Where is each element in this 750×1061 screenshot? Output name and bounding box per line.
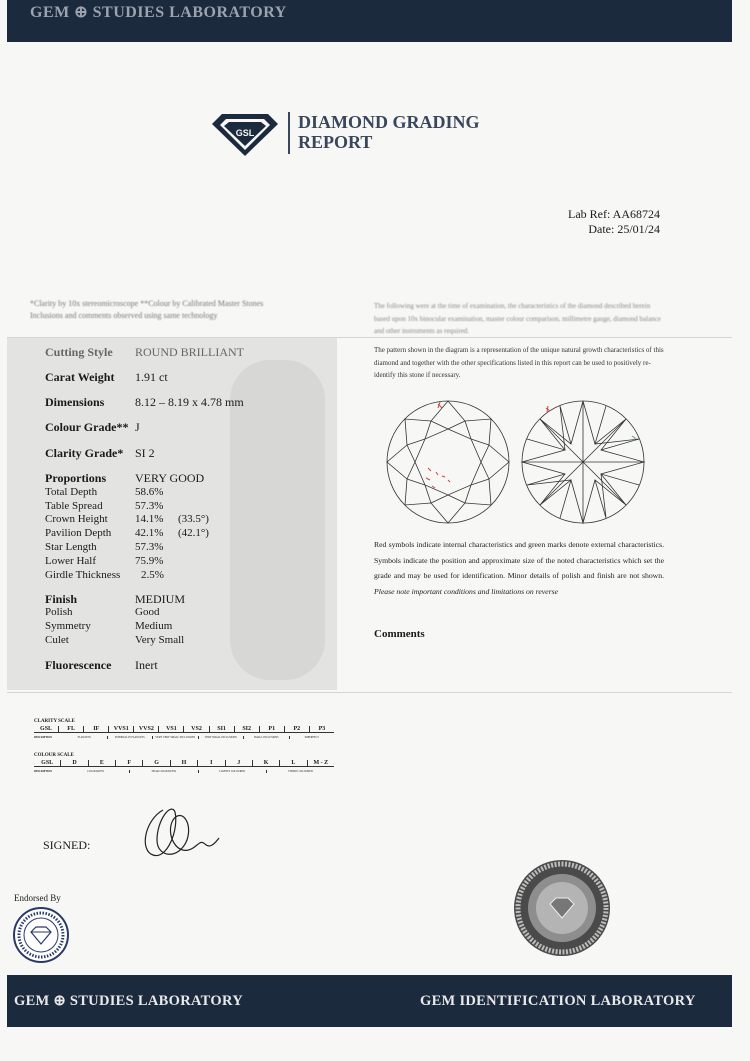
colour-grade-6: I xyxy=(197,760,224,766)
total-depth-value: 58.6% xyxy=(135,486,164,498)
footer-right-text: GEM IDENTIFICATION LABORATORY xyxy=(420,993,696,1009)
clarity-grade-11: P3 xyxy=(309,726,334,732)
carat-weight-value: 1.91 ct xyxy=(135,370,168,384)
panel-watermark xyxy=(230,360,325,680)
clarity-grade-0: GSL xyxy=(40,726,53,732)
dimensions-label: Dimensions xyxy=(45,395,105,409)
colour-grade-5: H xyxy=(170,760,197,766)
culet-label: Culet xyxy=(45,634,69,646)
symmetry-value: Medium xyxy=(135,620,173,632)
colour-desc-2: LIGHTLY COLOURED xyxy=(198,770,266,773)
colour-grade-9: L xyxy=(279,760,306,766)
report-title xyxy=(298,112,480,152)
crown-diagram xyxy=(387,401,509,523)
colour-grade-10: M - Z xyxy=(307,760,334,766)
cutting-style-label: Cutting Style xyxy=(45,345,113,359)
clarity-grade-4: VVS2 xyxy=(133,726,158,732)
pavilion-diagram xyxy=(522,401,644,523)
pavilion-depth-value: 42.1% xyxy=(135,527,164,539)
polish-label: Polish xyxy=(45,606,73,618)
finish-label: Finish xyxy=(45,592,78,606)
clarity-descriptions xyxy=(34,736,334,739)
title-line-1: DIAMOND GRADING xyxy=(298,112,480,132)
clarity-desc-5: IMPERFECT xyxy=(289,736,335,739)
clarity-desc-4: SMALL INCLUSIONS xyxy=(243,736,289,739)
table-spread-label: Table Spread xyxy=(45,500,103,512)
clarity-desc-0: FLAWLESS xyxy=(77,736,91,739)
examination-note: The following were at the time of examination, the characteristics of the diamond described herein based upon 10x binocular examination, master colour comparison, millimetre gauge, diamond balance and other instruments as required. xyxy=(374,302,661,335)
footer-left-text: GEM ⊕ STUDIES LABORATORY xyxy=(14,993,243,1009)
clarity-grades xyxy=(34,726,334,732)
clarity-desc-2: VERY VERY SMALL INCLUSIONS xyxy=(152,736,198,739)
table-spread-value: 57.3% xyxy=(135,500,164,512)
colour-grades xyxy=(34,760,334,766)
clarity-grade-2: IF xyxy=(83,726,108,732)
clarity-grade-value: SI 2 xyxy=(135,446,155,460)
comments-heading: Comments xyxy=(374,628,425,640)
pavilion-angle-value: (42.1°) xyxy=(178,527,209,539)
symbol-explanation-main: Red symbols indicate internal characteristics and green marks denote external characteristics. Symbols indicate the position and approximate size of the noted characteristics which set the grade and may be used for identification. Minor details of polish and finish are not shown. xyxy=(374,540,664,580)
fold-line-lower xyxy=(7,692,732,693)
colour-desc-label: DESCRIPTION xyxy=(34,770,53,773)
hologram-seal-icon xyxy=(512,858,612,958)
diagram-note: The pattern shown in the diagram is a representation of the unique natural growth characteristics of this diamond and together with the other specifications listed in this report can be used to positively re-identify this stone if necessary. xyxy=(374,346,664,379)
star-length-label: Star Length xyxy=(45,541,97,553)
clarity-grade-9: P1 xyxy=(259,726,284,732)
colour-grade-label: Colour Grade** xyxy=(45,420,129,434)
title-line-2: REPORT xyxy=(298,132,373,152)
clarity-grade-8: SI2 xyxy=(234,726,259,732)
logo-text: GSL xyxy=(235,128,255,138)
colour-scale xyxy=(34,760,334,767)
inclusion-marks xyxy=(426,402,450,488)
clarity-desc-label: DESCRIPTION xyxy=(34,736,53,739)
dimensions-value: 8.12 – 8.19 x 4.78 mm xyxy=(135,395,244,409)
lab-reference xyxy=(568,207,660,237)
colour-grade-1: D xyxy=(60,760,87,766)
clarity-desc-1: INTERNALLY FLAWLESS xyxy=(107,736,153,739)
title-divider xyxy=(288,112,290,154)
symmetry-label: Symmetry xyxy=(45,620,91,632)
symbol-explanation xyxy=(374,537,664,599)
endorsed-by-label: Endorsed By xyxy=(14,893,61,903)
report-date: Date: 25/01/24 xyxy=(588,222,660,236)
girdle-thickness-value: 2.5% xyxy=(141,569,164,581)
colour-desc-1: NEAR COLOURLESS xyxy=(129,770,197,773)
colour-grade-8: K xyxy=(252,760,279,766)
total-depth-label: Total Depth xyxy=(45,486,98,498)
pavilion-depth-label: Pavilion Depth xyxy=(45,527,112,539)
fluorescence-label: Fluorescence xyxy=(45,658,112,672)
signed-label: SIGNED: xyxy=(43,838,91,852)
reverse-note: Please note important conditions and limitations on reverse xyxy=(374,586,558,596)
colour-grade-2: E xyxy=(88,760,115,766)
fluorescence-value: Inert xyxy=(135,658,158,672)
lower-half-label: Lower Half xyxy=(45,555,97,567)
clarity-grade-1: FL xyxy=(58,726,83,732)
colour-grade-3: F xyxy=(115,760,142,766)
colour-grade-4: G xyxy=(142,760,169,766)
clarity-scale xyxy=(34,726,334,733)
clarity-scale-title: CLARITY SCALE xyxy=(34,719,75,724)
colour-desc-0: COLOURLESS xyxy=(87,770,104,773)
cutting-style-value: ROUND BRILLIANT xyxy=(135,345,244,359)
clarity-desc-3: VERY SMALL INCLUSIONS xyxy=(198,736,244,739)
footnote-line-1: *Clarity by 10x stereomicroscope **Colour by Calibrated Master Stones xyxy=(30,299,264,308)
crown-height-label: Crown Height xyxy=(45,513,108,525)
clarity-grade-label: Clarity Grade* xyxy=(45,446,124,460)
proportions-label: Proportions xyxy=(45,471,107,485)
lower-half-value: 75.9% xyxy=(135,555,164,567)
colour-grade-7: J xyxy=(225,760,252,766)
signature-icon xyxy=(135,800,235,870)
pavilion-inclusion-mark xyxy=(546,406,550,412)
colour-desc-3: VISIBLY COLOURED xyxy=(266,770,334,773)
clarity-grade-10: P2 xyxy=(284,726,309,732)
colour-scale-title: COLOUR SCALE xyxy=(34,753,74,758)
crown-angle-value: (33.5°) xyxy=(178,513,209,525)
colour-descriptions xyxy=(34,770,334,773)
clarity-grade-3: VVS1 xyxy=(108,726,133,732)
clarity-grade-7: SI1 xyxy=(209,726,234,732)
finish-value: MEDIUM xyxy=(135,592,185,606)
girdle-thickness-label: Girdle Thickness xyxy=(45,569,121,581)
gemmological-association-seal-icon xyxy=(12,906,70,964)
colour-grade-0: GSL xyxy=(41,760,54,766)
proportions-value: VERY GOOD xyxy=(135,471,205,485)
crown-height-value: 14.1% xyxy=(135,513,164,525)
grading-footnote xyxy=(30,298,330,322)
carat-weight-label: Carat Weight xyxy=(45,370,115,384)
polish-value: Good xyxy=(135,606,160,618)
diamond-plot-diagrams xyxy=(386,396,676,528)
footnote-line-2: Inclusions and comments observed using same technology xyxy=(30,311,218,320)
lab-ref: Lab Ref: AA68724 xyxy=(568,207,660,221)
star-length-value: 57.3% xyxy=(135,541,164,553)
clarity-grade-5: VS1 xyxy=(158,726,183,732)
culet-value: Very Small xyxy=(135,634,185,646)
top-banner-text: GEM ⊕ STUDIES LABORATORY xyxy=(30,4,287,21)
gsl-logo-icon xyxy=(208,110,282,158)
clarity-grade-6: VS2 xyxy=(183,726,208,732)
colour-grade-value: J xyxy=(135,420,140,434)
